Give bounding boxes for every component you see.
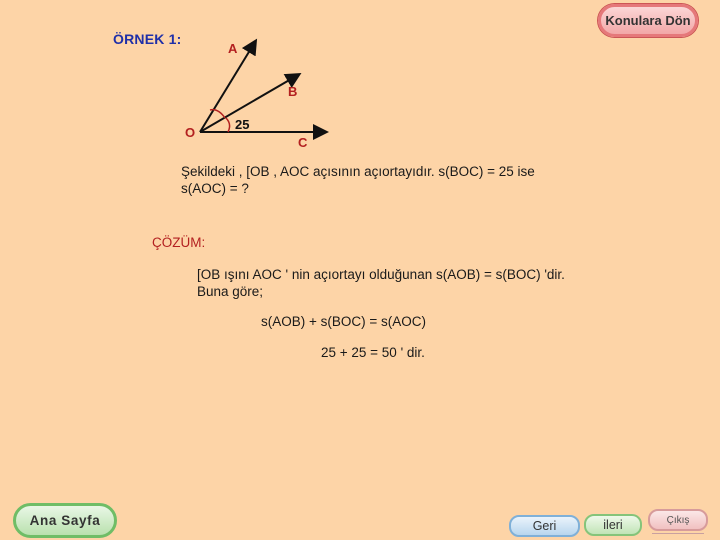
solution-equation-2: 25 + 25 = 50 ' dir. — [321, 345, 425, 360]
geri-button[interactable]: Geri — [509, 515, 580, 537]
label-b: B — [288, 84, 298, 99]
angle-figure — [160, 30, 350, 155]
cikis-underline — [652, 533, 704, 534]
example-title: ÖRNEK 1: — [113, 31, 182, 47]
label-c: C — [298, 135, 308, 150]
ileri-button[interactable]: ileri — [584, 514, 642, 536]
konulara-don-button[interactable]: Konulara Dön — [598, 4, 698, 37]
label-o: O — [185, 125, 196, 140]
solution-title: ÇÖZÜM: — [152, 235, 206, 250]
solution-line-1: [OB ışını AOC ' nin açıortayı olduğunan s(AOB) = s(BOC) 'dir. — [197, 267, 565, 282]
solution-equation-1: s(AOB) + s(BOC) = s(AOC) — [261, 314, 427, 329]
label-a: A — [228, 41, 238, 56]
cikis-button[interactable]: Çıkış — [648, 509, 708, 531]
question-text — [181, 163, 601, 197]
arc-boc — [226, 118, 230, 132]
ana-sayfa-button[interactable]: Ana Sayfa — [13, 503, 117, 538]
question-line-2: s(AOC) = ? — [181, 181, 249, 196]
angle-value: 25 — [235, 117, 250, 132]
solution-line-2: Buna göre; — [197, 284, 264, 299]
question-line-1: Şekildeki , [OB , AOC açısının açıortayıdır. s(BOC) = 25 ise — [181, 164, 535, 179]
solution-text — [197, 266, 657, 300]
